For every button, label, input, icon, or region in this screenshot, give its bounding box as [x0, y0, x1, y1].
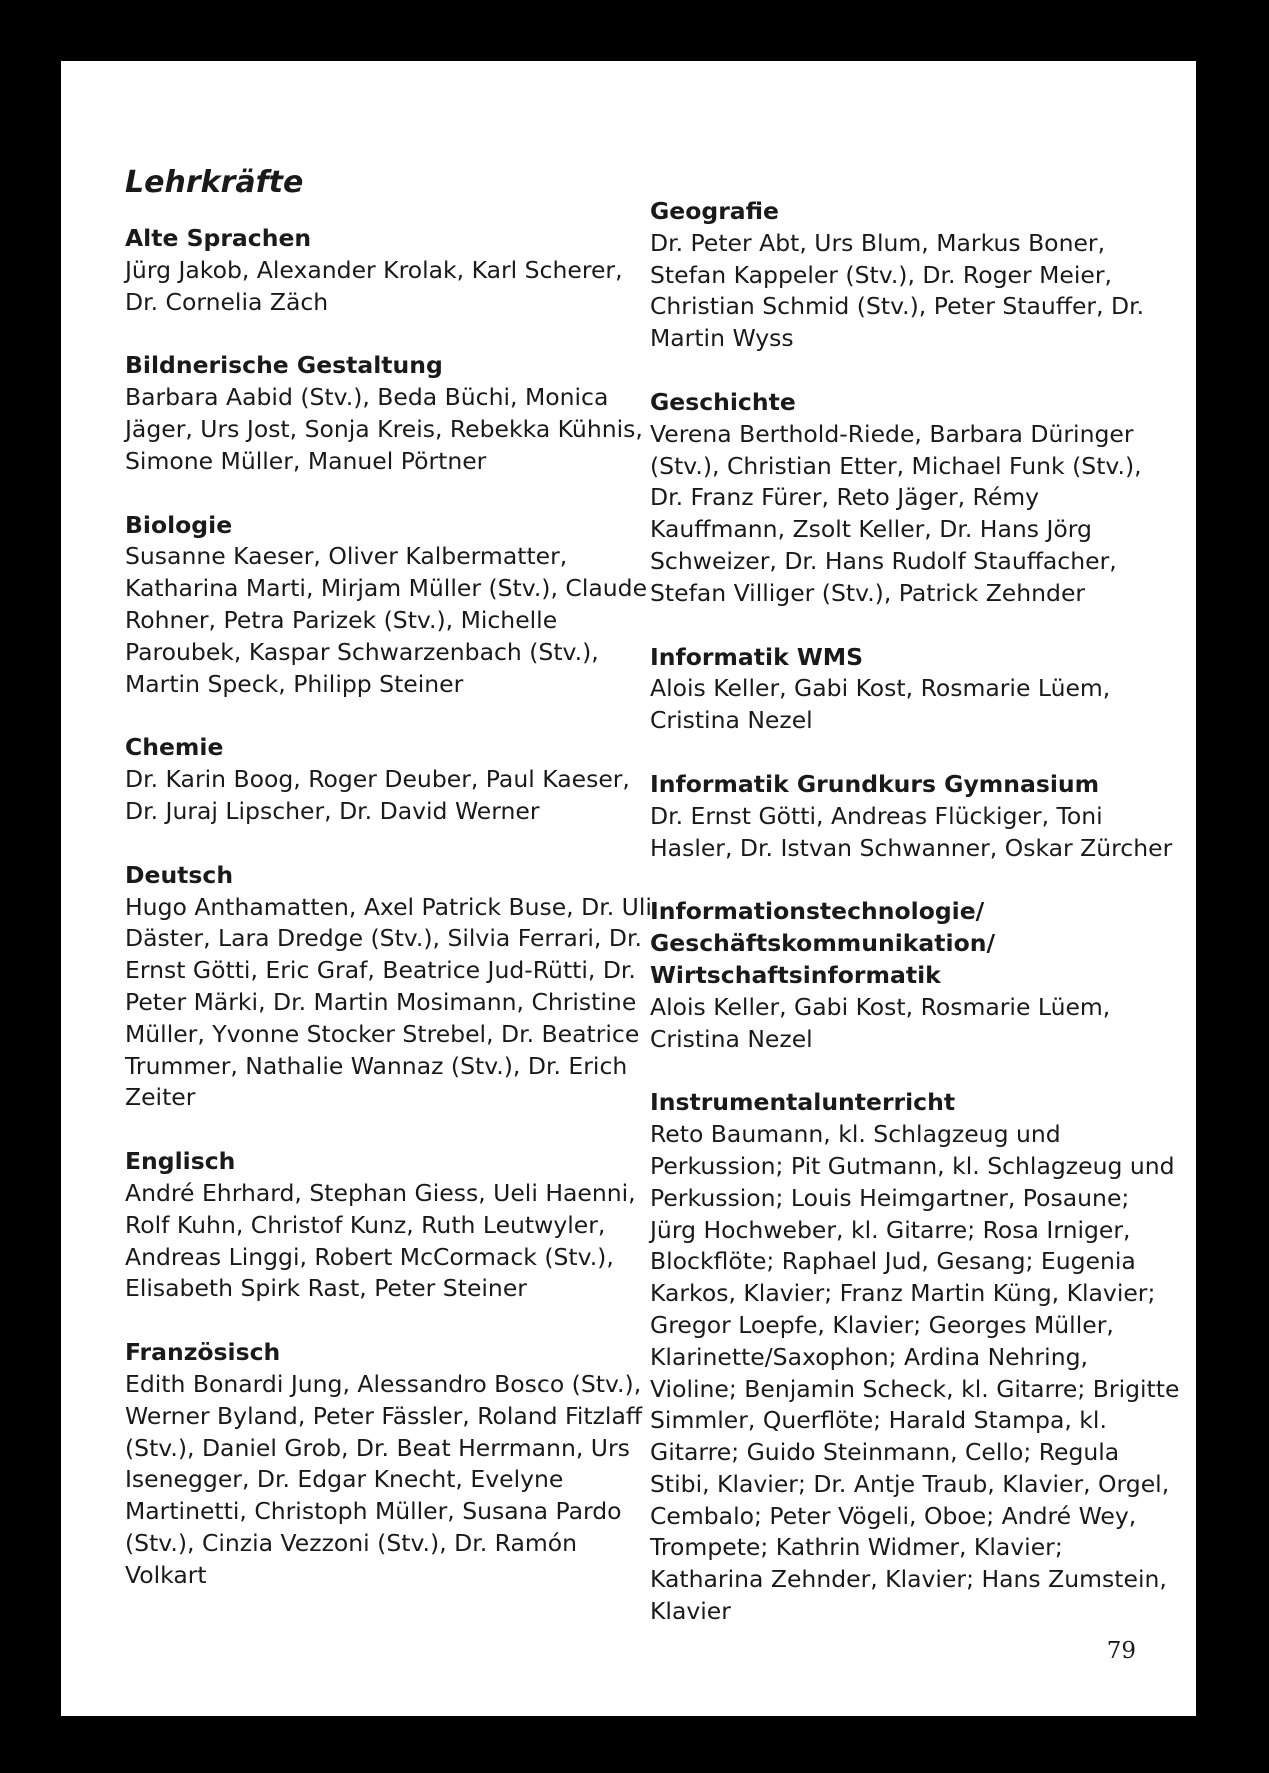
section-body: Verena Berthold-Riede, Barbara Düringer (Stv.), Christian Etter, Michael Funk (Stv.), Dr. Franz Fürer, Reto Jäger, Rémy Kauffmann, Zsolt Keller, Dr. Hans Jörg Schweizer, Dr. Hans Rudolf Stauffacher, Stefan Villiger (Stv.), Patrick Zehnder — [650, 419, 1142, 607]
page-number: 79 — [1106, 1638, 1136, 1664]
section-heading: Informationstechnologie/ Geschäftskommunikation/ Wirtschaftsinformatik — [650, 897, 996, 989]
section-heading: Chemie — [125, 733, 224, 762]
section-heading: Instrumentalunterricht — [650, 1088, 956, 1117]
section-heading: Geschichte — [650, 387, 796, 416]
section-informatik-grundkurs — [650, 769, 1180, 864]
right-column — [650, 196, 1180, 1660]
section-deutsch — [125, 860, 655, 1114]
section-heading: Geografie — [650, 197, 779, 225]
section-body: Dr. Peter Abt, Urs Blum, Markus Boner, Stefan Kappeler (Stv.), Dr. Roger Meier, Christian Schmid (Stv.), Peter Stauffer, Dr. Martin Wyss — [650, 228, 1145, 353]
document-page — [61, 61, 1196, 1716]
section-biologie — [125, 510, 655, 701]
section-body: Alois Keller, Gabi Kost, Rosmarie Lüem, Cristina Nezel — [650, 674, 1111, 735]
section-body: Dr. Karin Boog, Roger Deuber, Paul Kaeser, Dr. Juraj Lipscher, Dr. David Werner — [125, 765, 630, 825]
section-heading: Französisch — [125, 1338, 281, 1367]
section-heading: Informatik Grundkurs Gymnasium — [650, 769, 1100, 798]
section-heading: Informatik WMS — [650, 642, 864, 671]
section-heading: Englisch — [125, 1147, 236, 1176]
section-bildnerische-gestaltung — [125, 350, 655, 477]
section-heading: Alte Sprachen — [125, 224, 312, 252]
section-alte-sprachen — [125, 223, 655, 318]
left-column — [125, 163, 655, 1623]
section-body: Susanne Kaeser, Oliver Kalbermatter, Katharina Marti, Mirjam Müller (Stv.), Claude Rohner, Petra Parizek (Stv.), Michelle Paroubek, Kaspar Schwarzenbach (Stv.), Martin Speck, Philipp Steiner — [125, 542, 648, 698]
section-body: Dr. Ernst Götti, Andreas Flückiger, Toni Hasler, Dr. Istvan Schwanner, Oskar Zürcher — [650, 801, 1173, 862]
section-informatik-wms — [650, 642, 1180, 737]
section-body: Edith Bonardi Jung, Alessandro Bosco (Stv.), Werner Byland, Peter Fässler, Roland Fitzlaff (Stv.), Daniel Grob, Dr. Beat Herrmann, Urs Isenegger, Dr. Edgar Knecht, Evelyne Martinetti, Christoph Müller, Susana Pardo (Stv.), Cinzia Vezzoni (Stv.), Dr. Ramón Volkart — [125, 1369, 643, 1589]
section-franzoesisch — [125, 1337, 655, 1591]
section-englisch — [125, 1146, 655, 1305]
page-title: Lehrkräfte — [125, 165, 304, 200]
section-body: Jürg Jakob, Alexander Krolak, Karl Scherer, Dr. Cornelia Zäch — [125, 255, 623, 316]
section-informationstechnologie — [650, 896, 1180, 1055]
section-heading: Deutsch — [125, 860, 234, 889]
section-chemie — [125, 732, 655, 827]
section-heading: Bildnerische Gestaltung — [125, 351, 443, 380]
section-body: Hugo Anthamatten, Axel Patrick Buse, Dr. Uli Däster, Lara Dredge (Stv.), Silvia Ferrari, Dr. Ernst Götti, Eric Graf, Beatrice Jud-Rütti, Dr. Peter Märki, Dr. Martin Mosimann, Christine Müller, Yvonne Stocker Strebel, Dr. Beatrice Trummer, Nathalie Wannaz (Stv.), Dr. Erich Zeiter — [125, 892, 652, 1112]
section-heading: Biologie — [125, 510, 233, 539]
section-geschichte — [650, 387, 1180, 610]
section-body: Barbara Aabid (Stv.), Beda Büchi, Monica Jäger, Urs Jost, Sonja Kreis, Rebekka Kühnis, Simone Müller, Manuel Pörtner — [125, 383, 643, 475]
section-instrumentalunterricht — [650, 1087, 1180, 1628]
section-geografie — [650, 196, 1180, 355]
section-body: Reto Baumann, kl. Schlagzeug und Perkussion; Pit Gutmann, kl. Schlagzeug und Perkussion; Louis Heimgartner, Posaune; Jürg Hochweber, kl. Gitarre; Rosa Irniger, Blockflöte; Raphael Jud, Gesang; Eugenia Karkos, Klavier; Franz Martin Küng, Klavier; Gregor Loepfe, Klavier; Georges Müller, Klarinette/Saxophon; Ardina Nehring, Violine; Benjamin Scheck, kl. Gitarre; Brigitte Simmler, Querflöte; Harald Stampa, kl. Gitarre; Guido Steinmann, Cello; Regula Stibi, Klavier; Dr. Antje Traub, Klavier, Orgel, Cembalo; Peter Vögeli, Oboe; André Wey, Trompete; Kathrin Widmer, Klavier; Katharina Zehnder, Klavier; Hans Zumstein, Klavier — [650, 1120, 1180, 1626]
section-body: Alois Keller, Gabi Kost, Rosmarie Lüem, Cristina Nezel — [650, 992, 1111, 1053]
section-body: André Ehrhard, Stephan Giess, Ueli Haenni, Rolf Kuhn, Christof Kunz, Ruth Leutwyler, Andreas Linggi, Robert McCormack (Stv.), Elisabeth Spirk Rast, Peter Steiner — [125, 1178, 636, 1303]
